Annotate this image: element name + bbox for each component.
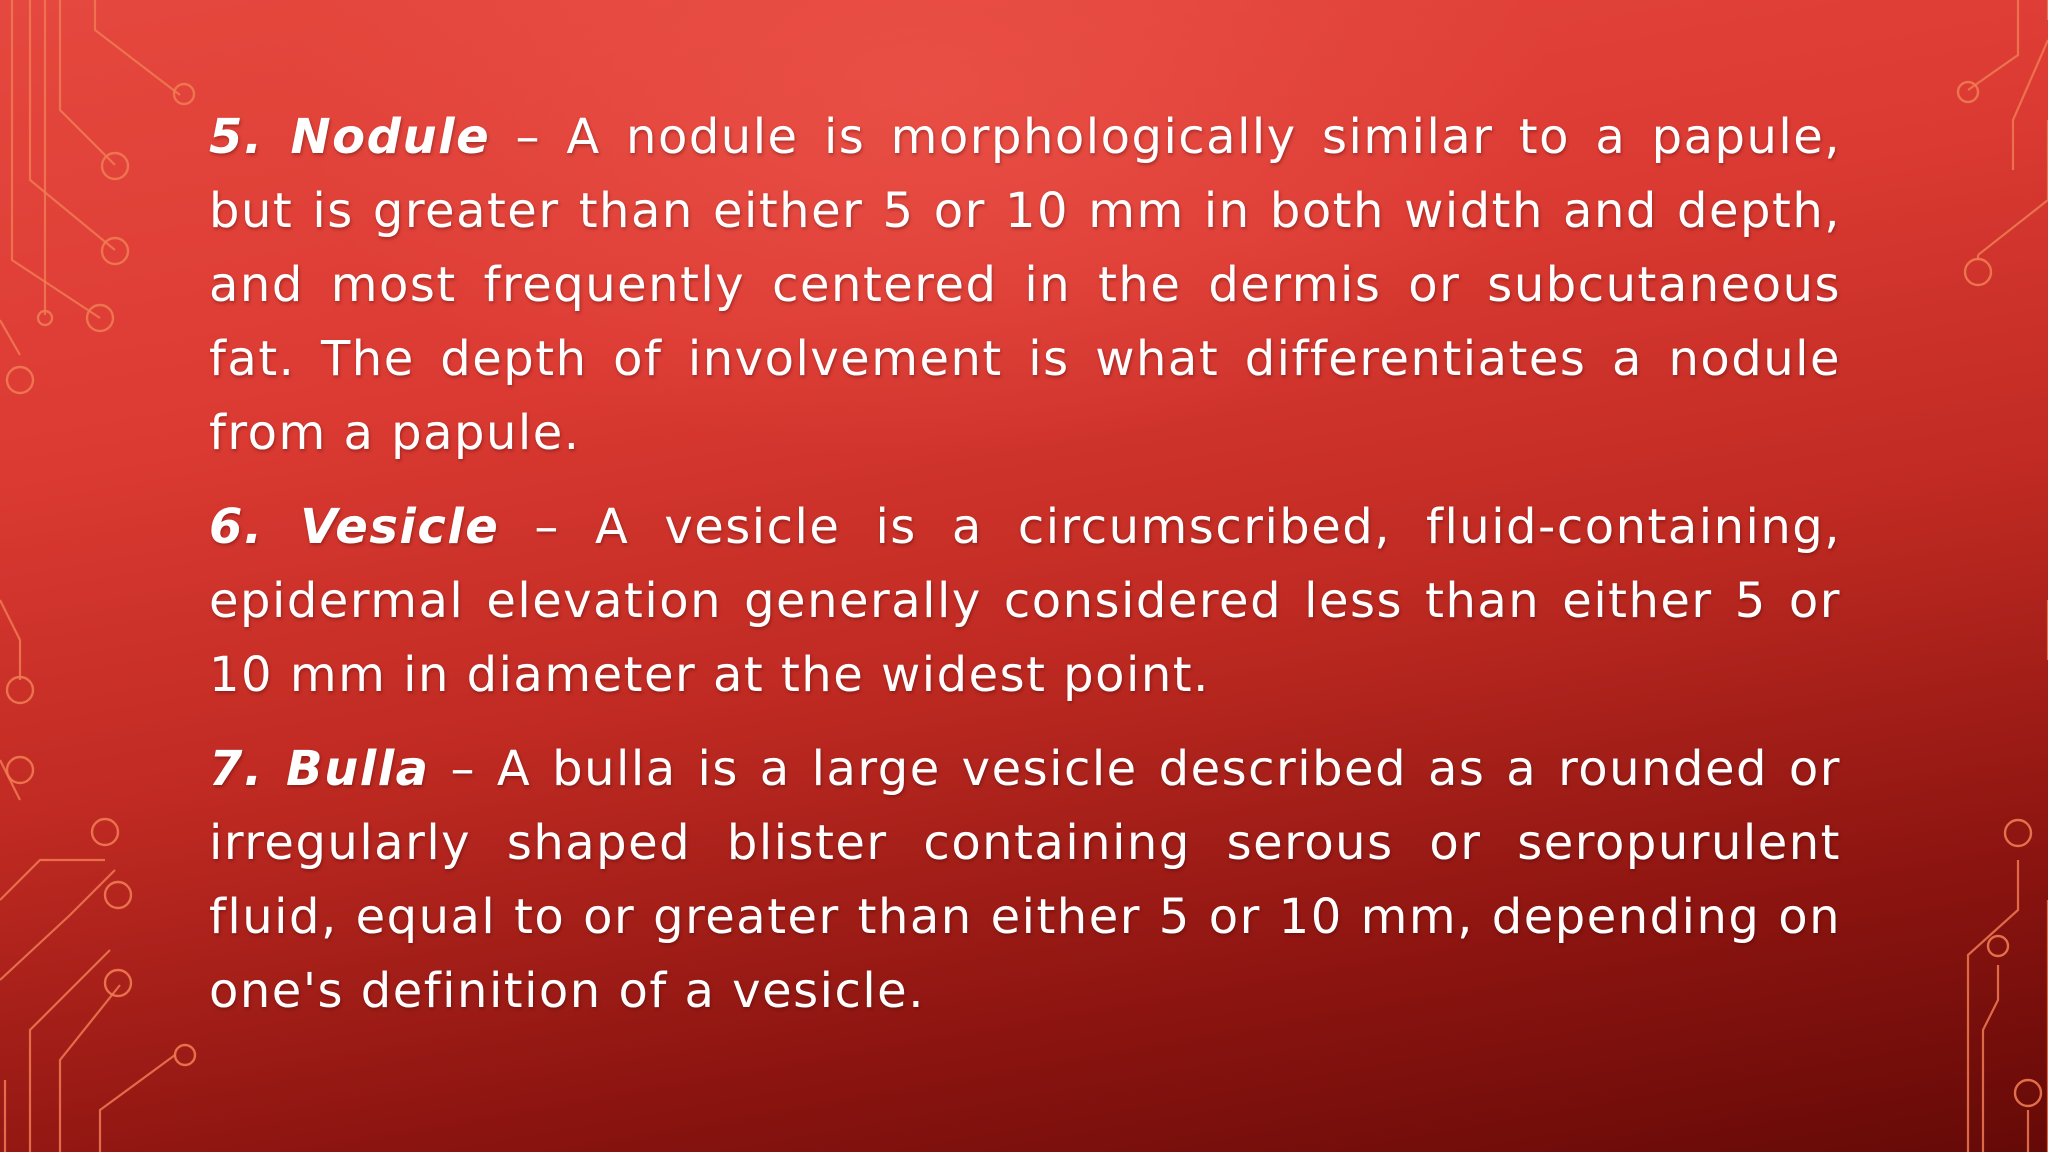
circuit-node-icon <box>7 367 33 393</box>
circuit-node-icon <box>105 970 131 996</box>
circuit-traces <box>1968 0 2048 1152</box>
term-vesicle: 6. Vesicle <box>209 499 500 555</box>
definition-bulla <box>209 732 1841 1028</box>
circuit-node-icon <box>102 238 128 264</box>
circuit-node-icon <box>92 819 118 845</box>
circuit-node-icon <box>105 882 131 908</box>
circuit-node-icon <box>7 677 33 703</box>
definition-vesicle <box>209 490 1841 712</box>
definition-text: – A nodule is morphologically similar to a papule, but is greater than either 5 or 10 mm in both width and depth, and most frequently centered in the dermis or subcutaneous fat. The depth of involvement is what differentiates a nodule from a papule. <box>209 109 1842 461</box>
circuit-node-icon <box>7 757 33 783</box>
term-nodule: 5. Nodule <box>209 109 491 165</box>
term-bulla: 7. Bulla <box>209 741 430 797</box>
circuit-node-icon <box>1965 259 1991 285</box>
definition-text: – A vesicle is a circumscribed, fluid-containing, epidermal elevation generally considered less than either 5 or 10 mm in diameter at the widest point. <box>209 499 1841 703</box>
circuit-node-icon <box>102 153 128 179</box>
circuit-node-icon <box>1988 936 2008 956</box>
slide-body <box>209 100 1841 1048</box>
circuit-node-icon <box>2015 1080 2041 1106</box>
circuit-node-icon <box>175 1045 195 1065</box>
definition-text: – A bulla is a large vesicle described as a rounded or irregularly shaped blister containing serous or seropurulent fluid, equal to or greater than either 5 or 10 mm, depending on one's definition of a vesicle. <box>209 741 1842 1019</box>
circuit-node-icon <box>2005 820 2031 846</box>
circuit-traces <box>0 0 180 1152</box>
right-circuit-decoration <box>1818 0 2048 1152</box>
left-circuit-decoration <box>0 0 230 1152</box>
circuit-node-icon <box>1958 82 1978 102</box>
definition-nodule <box>209 100 1841 470</box>
